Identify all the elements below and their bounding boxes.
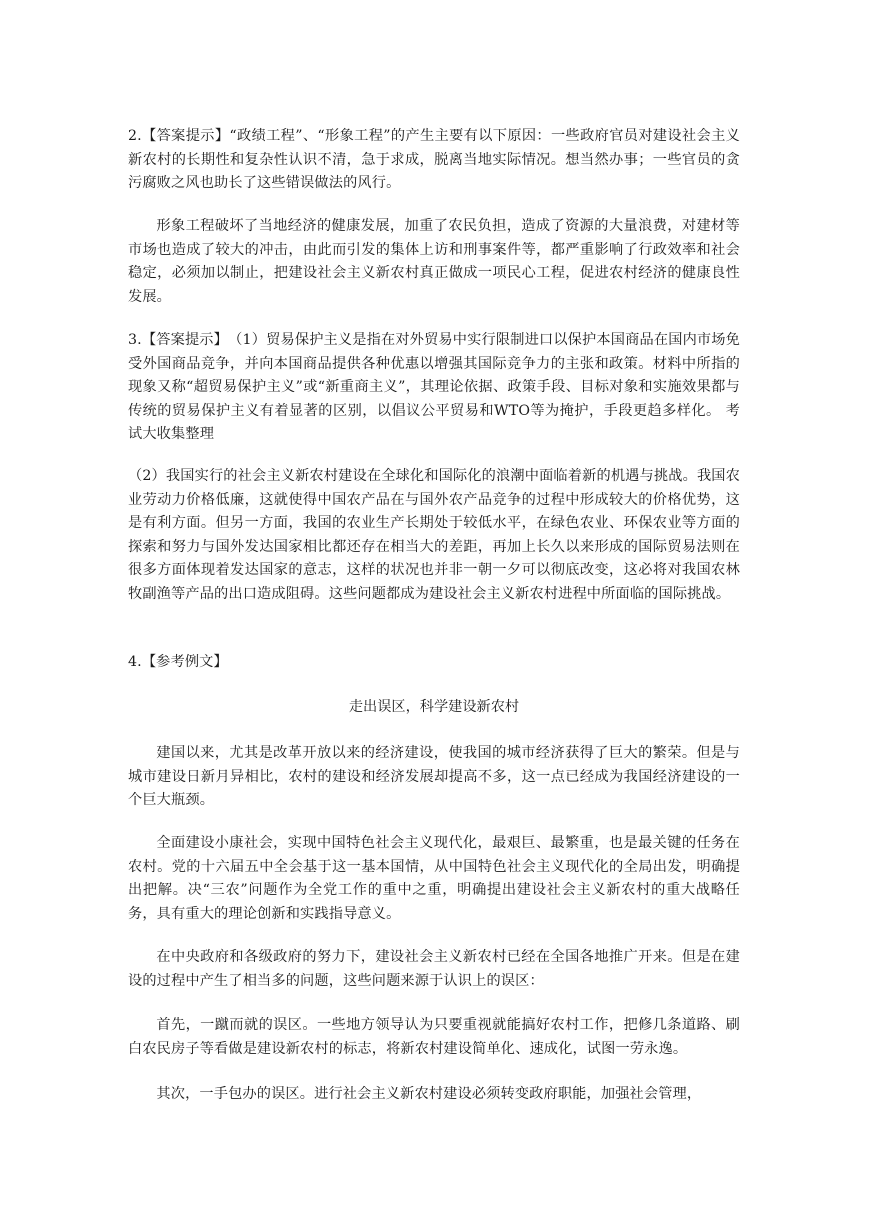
essay-title: 走出误区，科学建设新农村 (348, 699, 520, 715)
essay-paragraph-5: 其次，一手包办的误区。进行社会主义新农村建设必须转变政府职能，加强社会管理， (156, 1086, 702, 1102)
answer-3-paragraph: 3.【答案提示】 （1）贸易保护主义是指在对外贸易中实行限制进口以保护本国商品在国内市场免受外国商品竞争，并向本国商品提供各种优惠以增强其国际竞争力的主张和政策。材料中所指的现象又称“超贸易保护主义”或“新重商主义”，其理论依据、政策手段、目标对象和实施效果都与传统的贸易保护主义有着显著的区别，以倡议公平贸易和WTO等为掩护，手段更趋多样化。 考试大收集整理 (128, 332, 740, 442)
essay-paragraph-1: 建国以来，尤其是改革开放以来的经济建设，使我国的城市经济获得了巨大的繁荣。但是与城市建设日新月异相比，农村的建设和经济发展却提高不多，这一点已经成为我国经济建设的一个巨大瓶颈。 (128, 745, 740, 808)
essay-paragraph-4: 首先，一蹴而就的误区。一些地方领导认为只要重视就能搞好农村工作，把修几条道路、刷白农民房子等看做是建设新农村的标志，将新农村建设简单化、速成化，试图一劳永逸。 (128, 1017, 740, 1057)
answer-4-heading: 4.【参考例文】 (128, 654, 228, 670)
essay-paragraph-3: 在中央政府和各级政府的努力下，建设社会主义新农村已经在全国各地推广开来。但是在建设的过程中产生了相当多的问题，这些问题来源于认识上的误区： (128, 949, 740, 989)
answer-3-part-2-paragraph: （2）我国实行的社会主义新农村建设在全球化和国际化的浪潮中面临着新的机遇与挑战。我国农业劳动力价格低廉，这就使得中国农产品在与国外农产品竞争的过程中形成较大的价格优势，这是有利方面。但另一方面，我国的农业生产长期处于较低水平，在绿色农业、环保农业等方面的探索和努力与国外发达国家相比都还存在相当大的差距，再加上长久以来形成的国际贸易法则在很多方面体现着发达国家的意志，这样的状况也并非一朝一夕可以彻底改变，这必将对我国农林牧副渔等产品的出口造成阻碍。这些问题都成为建设社会主义新农村进程中所面临的国际挑战。 (128, 468, 740, 602)
essay-paragraph-2: 全面建设小康社会，实现中国特色社会主义现代化，最艰巨、最繁重，也是最关键的任务在农村。党的十六届五中全会基于这一基本国情，从中国特色社会主义现代化的全局出发，明确提出把解。决“三农”问题作为全党工作的重中之重，明确提出建设社会主义新农村的重大战略任务，具有重大的理论创新和实践指导意义。 (128, 835, 740, 922)
answer-2-continuation-paragraph: 形象工程破坏了当地经济的健康发展，加重了农民负担，造成了资源的大量浪费，对建材等市场也造成了较大的冲击，由此而引发的集体上访和刑事案件等，都严重影响了行政效率和社会稳定，必须加以制止，把建设社会主义新农村真正做成一项民心工程，促进农村经济的健康良性发展。 (128, 218, 740, 305)
answer-2-paragraph: 2.【答案提示】“政绩工程”、“形象工程”的产生主要有以下原因：一些政府官员对建设社会主义新农村的长期性和复杂性认识不清，急于求成，脱离当地实际情况。想当然办事；一些官员的贪污腐败之风也助长了这些错误做法的风行。 (128, 128, 740, 191)
